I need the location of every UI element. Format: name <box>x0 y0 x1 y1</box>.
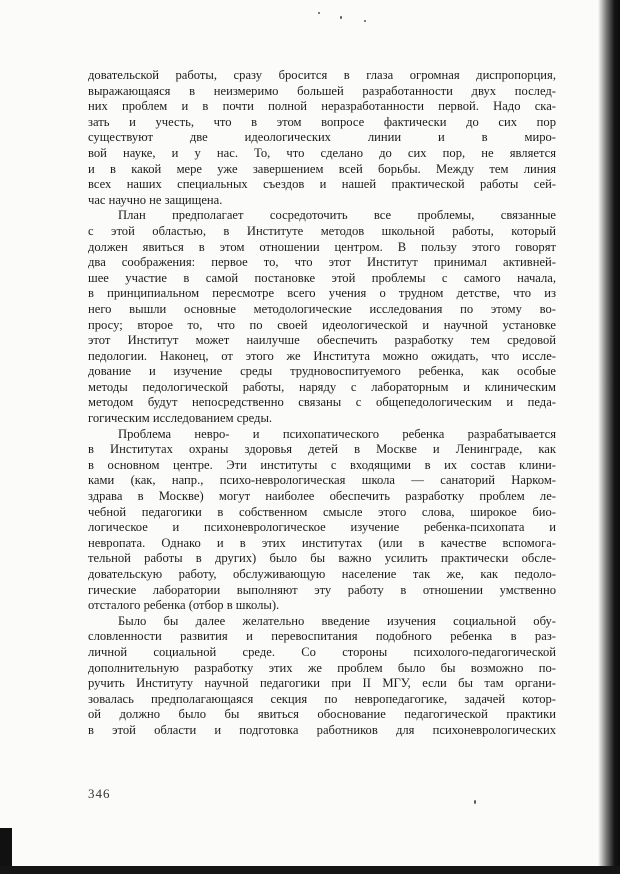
scan-speck <box>474 800 476 804</box>
text-line: Проблема невро- и психопатического ребенка разрабатывается <box>118 426 556 441</box>
text-line: отсталого ребенка (отбор в школы). <box>88 598 280 613</box>
text-line: педологии. Наконец, от этого же Института можно ожидать, что иссле- <box>88 348 556 363</box>
scan-speck <box>364 20 366 22</box>
text-line: шее участие в самой постановке этой проблемы с самого начала, <box>88 270 556 285</box>
scan-speck <box>318 12 320 14</box>
text-line: в принципиальном пересмотре всего учения о трудном детстве, что из <box>88 286 556 301</box>
text-line: два соображения: первое то, что этот Институт принимал активней- <box>88 255 556 270</box>
paragraph-4 <box>88 614 556 739</box>
text-line: логическое и психоневрологическое изучение ребенка-психопата и <box>88 520 556 535</box>
text-line: Было бы далее желательно введение изучения социальной обу- <box>118 613 556 628</box>
text-line: зать и учесть, что в этом вопросе фактически до сих пор <box>88 114 556 129</box>
scan-shadow-right <box>598 0 620 874</box>
text-line: него вышли основные методологические исследования по этому во- <box>88 301 556 316</box>
text-line: должен явиться в этом отношении центром. В пользу этого говорят <box>88 239 556 254</box>
text-line: них проблем и в почти полной неразработанности первой. Надо ска- <box>88 99 556 114</box>
text-line: невропата. Однако и в этих институтах (или в качестве вспомога- <box>88 535 556 550</box>
text-line: всех наших специальных съездов и нашей практической работы сей- <box>88 177 556 192</box>
text-line: личной социальной среде. Со стороны психолого-педагогической <box>88 644 556 659</box>
paragraph-2 <box>88 208 556 426</box>
text-line: вой науке, и у нас. То, что сделано до сих пор, не является <box>88 145 556 160</box>
scan-shadow-bottom <box>0 866 620 874</box>
text-line: тельной работы в других) было бы важно усилить практически обсле- <box>88 551 556 566</box>
text-line: методы педологической работы, наряду с лабораторным и клиническим <box>88 379 556 394</box>
text-line: существуют две идеологических линии и в миро- <box>88 130 556 145</box>
text-line: в основном центре. Эти институты с входящими в их состав клини- <box>88 457 556 472</box>
text-line: зовалась предполагающаяся секция по невропедагогике, задачей котор- <box>88 691 556 706</box>
paragraph-3 <box>88 427 556 614</box>
text-line: довательской работы, сразу бросится в глаза огромная диспропорция, <box>88 68 556 82</box>
text-line: План предполагает сосредоточить все проблемы, связанные <box>118 208 556 223</box>
text-line: выражающаяся в неизмеримо большей разработанности двух послед- <box>88 83 556 98</box>
text-line: гогическим исследованием среды. <box>88 411 273 426</box>
text-line: час научно не защищена. <box>88 192 223 207</box>
text-line: гические лаборатории выполняют эту работу в отношении умственно <box>88 582 556 597</box>
text-line: словленности развития и перевоспитания подобного ребенка в раз- <box>88 629 556 644</box>
text-line: и в какой мере уже завершением всей борьбы. Между тем линия <box>88 161 556 176</box>
text-line: в этой области и подготовка работников для психоневрологических <box>88 722 556 737</box>
text-line: методом будут непосредственно связаны с общепедологическим и педа- <box>88 395 556 410</box>
text-line: с этой областью, в Институте методов школьной работы, который <box>88 223 556 238</box>
text-line: здрава в Москве) могут наиболее обеспечить разработку проблем ле- <box>88 489 556 504</box>
text-line: дование и изучение среды трудновоспитуемого ребенка, как особые <box>88 364 556 379</box>
text-line: чебной педагогики в собственном смысле этого слова, широкое био- <box>88 504 556 519</box>
text-line: ой должно было бы явиться обоснование педагогической практики <box>88 707 556 722</box>
text-line: ручить Институту научной педагогики при II МГУ, если бы там органи- <box>88 676 556 691</box>
scan-shadow-left <box>0 828 12 868</box>
text-line: ками (как, напр., психо-неврологическая школа — санаторий Нарком- <box>88 473 556 488</box>
page-number: 346 <box>88 786 111 801</box>
text-line: просу; второе то, что по своей идеологической и научной установке <box>88 317 556 332</box>
scan-speck <box>340 16 342 19</box>
text-line: в Институтах охраны здоровья детей в Москве и Ленинграде, как <box>88 442 556 457</box>
body-text <box>88 68 556 739</box>
text-line: этот Институт может наилучше обеспечить разработку тем средовой <box>88 333 556 348</box>
text-line: дополнительную разработку этих же проблем было бы возможно по- <box>88 660 556 675</box>
text-line: довательскую работу, обслуживающую население так же, как педоло- <box>88 567 556 581</box>
paragraph-1 <box>88 68 556 208</box>
